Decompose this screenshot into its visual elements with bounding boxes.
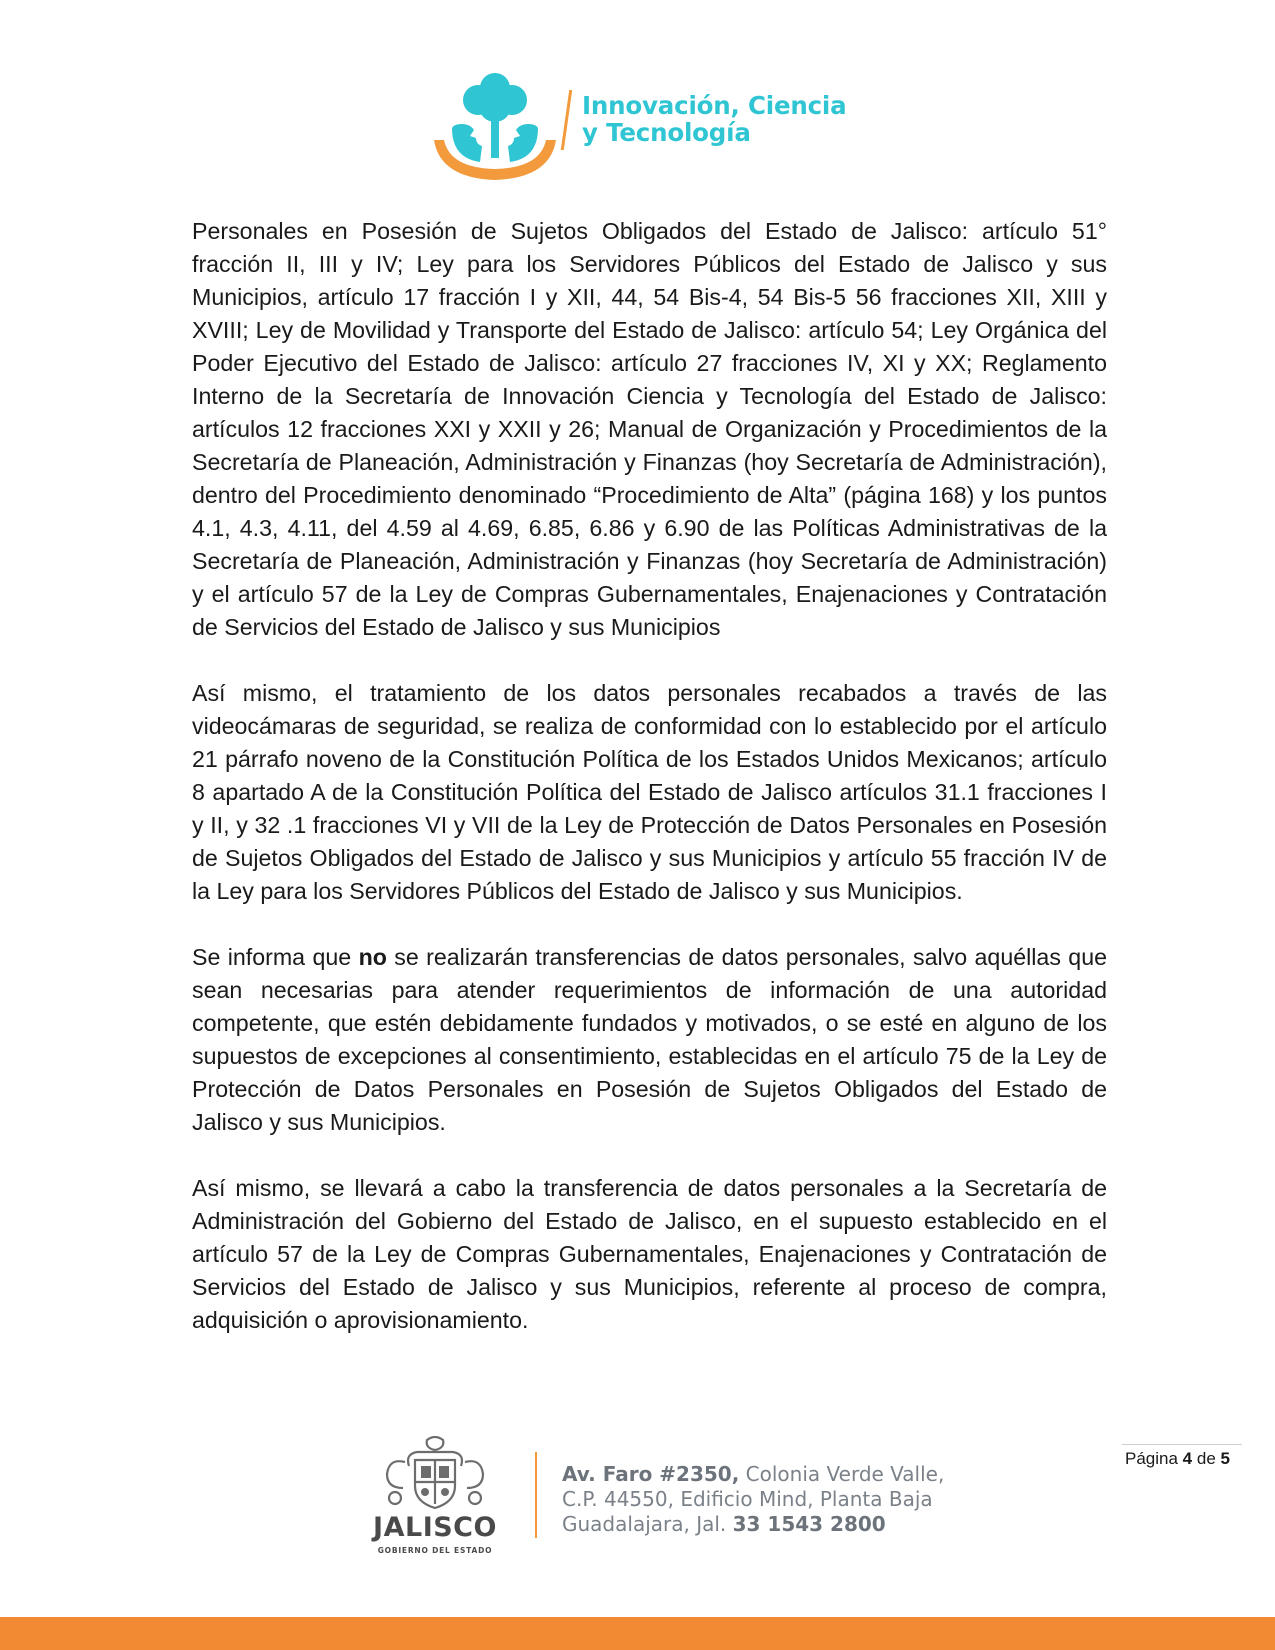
department-name-line2: y Tecnología bbox=[582, 118, 751, 147]
page-current: 4 bbox=[1182, 1449, 1193, 1468]
address-line-3 bbox=[562, 1512, 944, 1537]
logo-divider bbox=[561, 90, 572, 150]
department-name bbox=[582, 92, 846, 146]
page-label: Página bbox=[1125, 1449, 1183, 1468]
tree-with-faces-logo-icon bbox=[430, 66, 560, 196]
address-city: Guadalajara, Jal. bbox=[562, 1512, 733, 1536]
paragraph-transfer-administration: Así mismo, se llevará a cabo la transferencia de datos personales a la Secretaría de Administración del Gobierno del Estado de Jalisco, en el supuesto establecido en el artículo 57 de la Ley de Compras Gubernamentales, Enajenaciones y Contratación de Servicios del Estado de Jalisco y sus Municipios, referente al proceso de compra, adquisición o aprovisionamiento. bbox=[192, 1175, 1107, 1333]
footer-address bbox=[562, 1462, 944, 1537]
seal-name: JALISCO bbox=[373, 1512, 497, 1543]
paragraph-video-cameras: Así mismo, el tratamiento de los datos personales recabados a través de las videocámaras de seguridad, se realiza de conformidad con lo establecido por el artículo 21 párrafo noveno de la Constitución Política de los Estados Unidos Mexicanos; artículo 8 apartado A de la Constitución Política del Estado de Jalisco artículos 31.1 fracciones I y II, y 32 .1 fracciones VI y VII de la Ley de Protección de Datos Personales en Posesión de Sujetos Obligados del Estado de Jalisco y sus Municipios y artículo 55 fracción IV de la Ley para los Servidores Públicos del Estado de Jalisco y sus Municipios. bbox=[192, 680, 1107, 904]
department-name-line1: Innovación, Ciencia bbox=[582, 91, 847, 120]
footer-divider bbox=[535, 1452, 537, 1538]
jalisco-coat-of-arms-icon bbox=[365, 1436, 505, 1516]
paragraph-legal-basis: Personales en Posesión de Sujetos Obligados del Estado de Jalisco: artículo 51° fracción II, III y IV; Ley para los Servidores Públicos del Estado de Jalisco y sus Municipios, artículo 17 fracción I y XII, 44, 54 Bis-4, 54 Bis-5 56 fracciones XII, XIII y XVIII; Ley de Movilidad y Transporte del Estado de Jalisco: artículo 54; Ley Orgánica del Poder Ejecutivo del Estado de Jalisco: artículo 27 fracciones IV, XI y XX; Reglamento Interno de la Secretaría de Innovación Ciencia y Tecnología del Estado de Jalisco: artículos 12 fracciones XXI y XXII y 26; Manual de Organización y Procedimientos de la Secretaría de Planeación, Administración y Finanzas (hoy Secretaría de Administración), dentro del Procedimiento denominado “Procedimiento de Alta” (página 168) y los puntos 4.1, 4.3, 4.11, del 4.59 al 4.69, 6.85, 6.86 y 6.90 de las Políticas Administrativas de la Secretaría de Planeación, Administración y Finanzas (hoy Secretaría de Administración) y el artículo 57 de la Ley de Compras Gubernamentales, Enajenaciones y Contratación de Servicios del Estado de Jalisco y sus Municipios bbox=[192, 218, 1107, 640]
seal-subtitle: GOBIERNO DEL ESTADO bbox=[377, 1546, 493, 1555]
jalisco-seal bbox=[365, 1436, 505, 1556]
page-number-rule bbox=[1122, 1444, 1242, 1445]
address-line-2: C.P. 44550, Edificio Mind, Planta Baja bbox=[562, 1487, 933, 1511]
page-number bbox=[1125, 1449, 1230, 1469]
page-of: de bbox=[1192, 1449, 1221, 1468]
page-total: 5 bbox=[1220, 1449, 1230, 1468]
document-body bbox=[192, 215, 1107, 1370]
address-street: Av. Faro #2350, bbox=[562, 1462, 740, 1486]
bottom-color-bar bbox=[0, 1617, 1275, 1650]
address-colony: Colonia Verde Valle, bbox=[739, 1462, 945, 1486]
paragraph-text: se realizarán transferencias de datos personales, salvo aquéllas que sean necesarias para atender requerimientos de información de una autoridad competente, que estén debidamente fundados y motivados, o se esté en alguno de los supuestos de excepciones al consentimiento, establecidas en el artículo 75 de la Ley de Protección de Datos Personales en Posesión de Sujetos Obligados del Estado de Jalisco y sus Municipios. bbox=[192, 944, 1107, 1135]
paragraph-no-transfers bbox=[192, 941, 1107, 1139]
paragraph-text: Se informa que bbox=[192, 944, 359, 970]
emphasis-no: no bbox=[358, 944, 387, 970]
address-phone: 33 1543 2800 bbox=[732, 1512, 886, 1536]
address-line-1 bbox=[562, 1462, 944, 1487]
header-logo bbox=[430, 66, 870, 196]
